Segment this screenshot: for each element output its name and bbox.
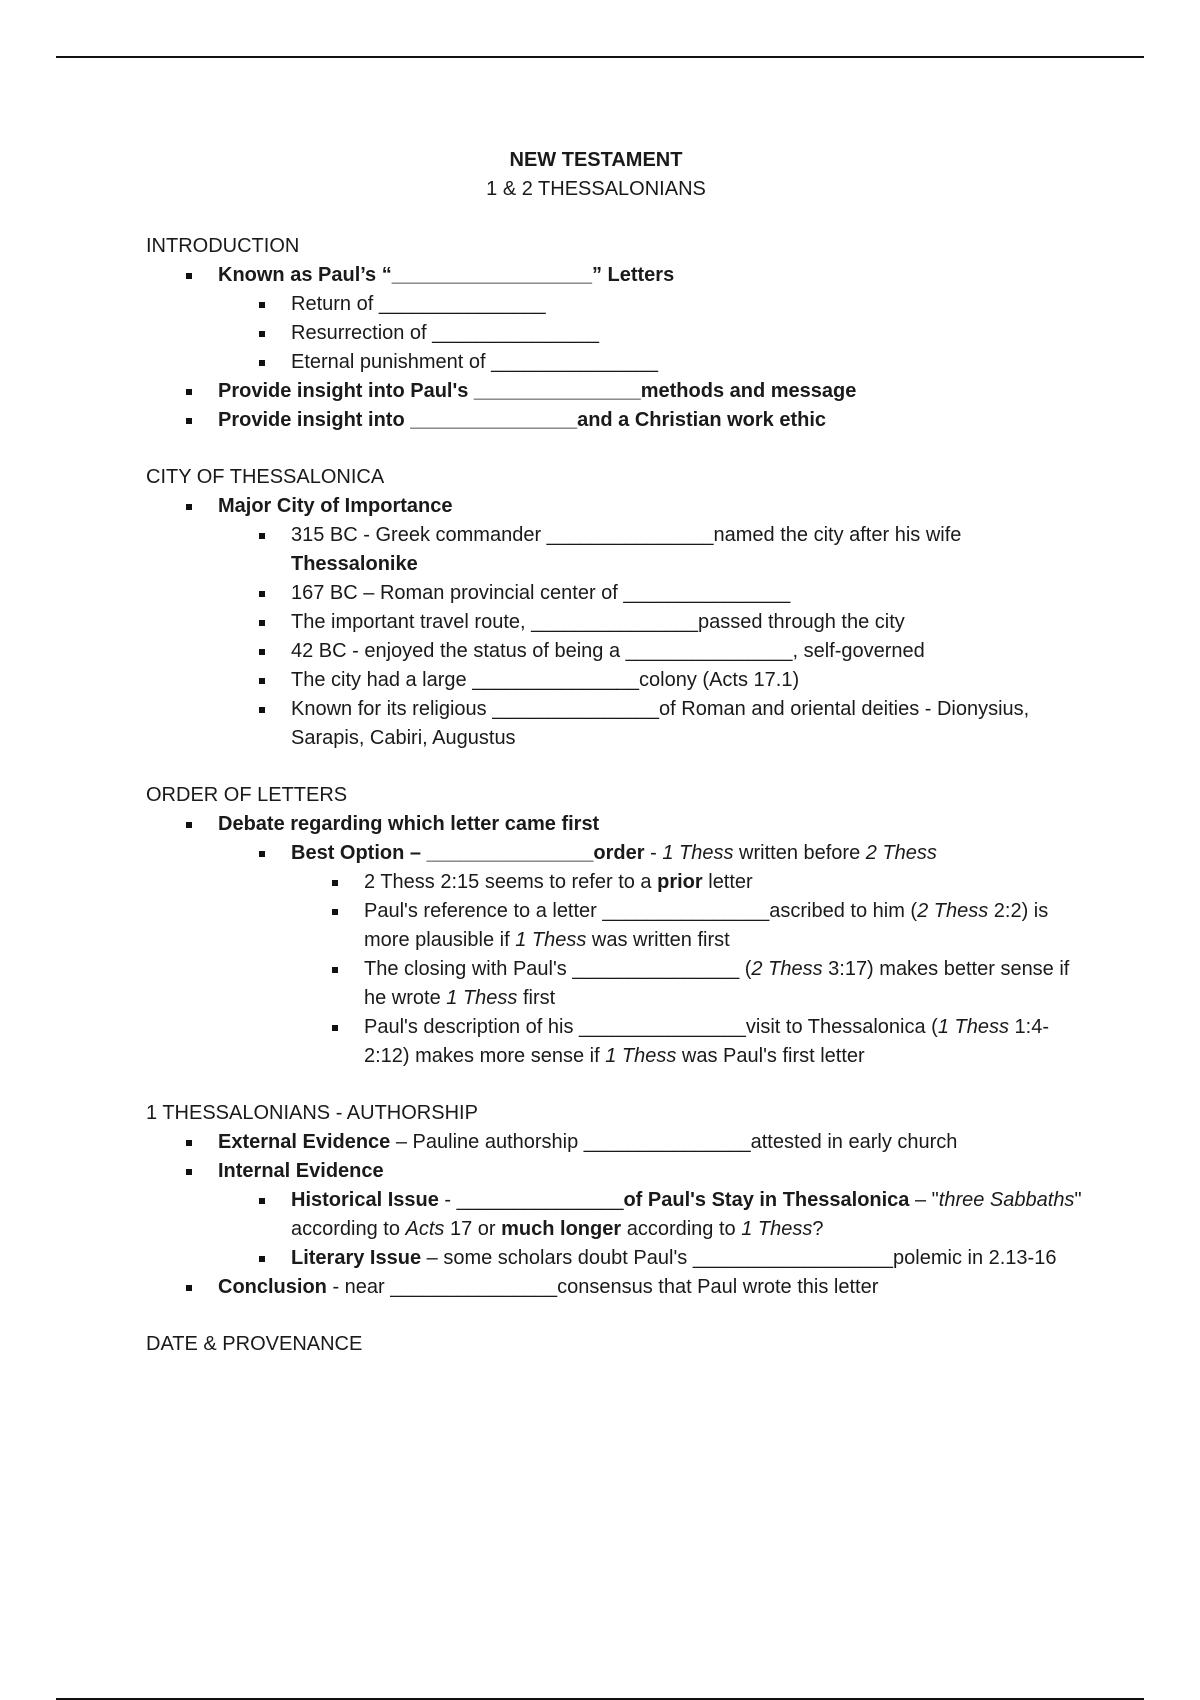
list-item xyxy=(146,521,1086,579)
item-text: The closing with Paul's _______________ ( xyxy=(364,958,752,980)
item-text: Debate regarding which letter came first xyxy=(218,813,600,835)
section-order xyxy=(146,781,1086,1071)
item-text: " according to xyxy=(291,1189,1082,1240)
item-text: – " xyxy=(909,1189,939,1211)
bullet-icon xyxy=(259,1256,265,1262)
item-text-bold: Literary Issue xyxy=(291,1247,422,1269)
list-item xyxy=(146,637,1086,666)
item-text-italic: 1 Thess xyxy=(662,842,734,864)
item-text-bold: prior xyxy=(657,871,703,893)
item-text-bold: Best Option – _______________order xyxy=(291,842,645,864)
bullet-icon xyxy=(332,967,338,973)
item-text: first xyxy=(517,987,556,1009)
item-text: 315 BC - Greek commander _______________named the city after his wife xyxy=(291,524,962,546)
item-text: - _______________ xyxy=(438,1189,624,1211)
item-text: 3:17) makes better sense if he wrote xyxy=(364,958,1070,1009)
item-text: according to xyxy=(621,1218,742,1240)
bullet-icon xyxy=(259,649,265,655)
list-item xyxy=(146,1273,1086,1302)
list-item xyxy=(146,377,1086,406)
item-text: The important travel route, _______________passed through the city xyxy=(291,611,905,633)
list-item xyxy=(146,666,1086,695)
item-text-italic: 2 Thess xyxy=(751,958,823,980)
item-text-italic: 2 Thess xyxy=(865,842,937,864)
item-text-italic: three Sabbaths xyxy=(938,1189,1075,1211)
bullet-icon xyxy=(186,1285,192,1291)
top-rule xyxy=(56,56,1144,58)
item-text: Major City of Importance xyxy=(218,495,453,517)
item-text-italic: 1 Thess xyxy=(741,1218,813,1240)
list-item xyxy=(146,695,1086,753)
bullet-icon xyxy=(186,822,192,828)
item-text: Internal Evidence xyxy=(218,1160,384,1182)
list-item xyxy=(146,839,1086,868)
item-text: 2 Thess 2:15 seems to refer to a xyxy=(364,871,658,893)
item-text: 2:2) is more plausible if xyxy=(364,900,1049,951)
section-heading-date: DATE & PROVENANCE xyxy=(146,1333,363,1355)
item-text: was Paul's first letter xyxy=(676,1045,865,1067)
bullet-icon xyxy=(259,1198,265,1204)
bullet-icon xyxy=(332,1025,338,1031)
list-item xyxy=(146,1157,1086,1186)
bullet-icon xyxy=(186,389,192,395)
list-item xyxy=(146,290,1086,319)
item-text: - near _______________consensus that Paul wrote this letter xyxy=(326,1276,879,1298)
item-text: Paul's description of his _______________visit to Thessalonica ( xyxy=(364,1016,938,1038)
bullet-icon xyxy=(259,678,265,684)
item-text: 42 BC - enjoyed the status of being a _______________, self-governed xyxy=(291,640,925,662)
item-text: Known as Paul’s “__________________” Letters xyxy=(218,264,675,286)
list-item xyxy=(146,1244,1086,1273)
item-text: letter xyxy=(702,871,753,893)
item-text-italic: 1 Thess xyxy=(515,929,587,951)
section-city xyxy=(146,463,1086,753)
list-item xyxy=(146,261,1086,290)
item-text: 167 BC – Roman provincial center of _______________ xyxy=(291,582,791,604)
page-subtitle: 1 & 2 THESSALONIANS xyxy=(486,178,706,200)
section-authorship xyxy=(146,1099,1086,1302)
list-item xyxy=(146,1128,1086,1157)
item-text: written before xyxy=(733,842,866,864)
item-text-bold: External Evidence xyxy=(218,1131,391,1153)
list-item xyxy=(146,1186,1086,1244)
document-body xyxy=(146,146,1086,1359)
bullet-icon xyxy=(332,880,338,886)
bullet-icon xyxy=(259,533,265,539)
list-item xyxy=(146,492,1086,521)
item-text: ? xyxy=(812,1218,824,1240)
item-text: The city had a large _______________colony (Acts 17.1) xyxy=(291,669,800,691)
authorship-list xyxy=(146,1128,1086,1302)
item-text: Provide insight into _______________and a Christian work ethic xyxy=(218,409,827,431)
item-text: Paul's reference to a letter _______________ascribed to him ( xyxy=(364,900,918,922)
item-text: – Pauline authorship _______________attested in early church xyxy=(390,1131,958,1153)
list-item xyxy=(146,319,1086,348)
item-text: Resurrection of _______________ xyxy=(291,322,600,344)
bullet-icon xyxy=(259,851,265,857)
list-item xyxy=(146,1013,1086,1071)
section-heading-authorship: 1 THESSALONIANS - AUTHORSHIP xyxy=(146,1102,478,1124)
list-item xyxy=(146,348,1086,377)
item-text-italic: 1 Thess xyxy=(937,1016,1009,1038)
section-heading-introduction: INTRODUCTION xyxy=(146,235,300,257)
bullet-icon xyxy=(186,1140,192,1146)
bullet-icon xyxy=(186,504,192,510)
item-text: – some scholars doubt Paul's __________________polemic in 2.13-16 xyxy=(421,1247,1057,1269)
section-heading-order: ORDER OF LETTERS xyxy=(146,784,348,806)
section-introduction xyxy=(146,232,1086,435)
order-list xyxy=(146,810,1086,1071)
item-text: Eternal punishment of _______________ xyxy=(291,351,658,373)
item-text: Return of _______________ xyxy=(291,293,546,315)
item-text: Known for its religious _______________of Roman and oriental deities - Dionysius, Sarapis, Cabiri, Augustus xyxy=(291,698,1030,749)
list-item xyxy=(146,955,1086,1013)
bullet-icon xyxy=(259,591,265,597)
list-item xyxy=(146,810,1086,839)
bullet-icon xyxy=(259,302,265,308)
bullet-icon xyxy=(186,273,192,279)
section-date xyxy=(146,1330,1086,1359)
item-text: 1:4-2:12) makes more sense if xyxy=(364,1016,1050,1067)
item-text-italic: Acts xyxy=(405,1218,445,1240)
bullet-icon xyxy=(186,1169,192,1175)
item-text: 17 or xyxy=(444,1218,502,1240)
list-item xyxy=(146,868,1086,897)
bullet-icon xyxy=(259,331,265,337)
bullet-icon xyxy=(259,707,265,713)
bullet-icon xyxy=(186,418,192,424)
bullet-icon xyxy=(259,360,265,366)
list-item xyxy=(146,406,1086,435)
city-list xyxy=(146,492,1086,753)
list-item xyxy=(146,579,1086,608)
item-text-italic: 2 Thess xyxy=(917,900,989,922)
item-text: was written first xyxy=(586,929,730,951)
item-text-bold: of Paul's Stay in Thessalonica xyxy=(623,1189,910,1211)
item-text-bold: Historical Issue xyxy=(291,1189,439,1211)
item-text-bold: Thessalonike xyxy=(291,553,418,575)
bullet-icon xyxy=(332,909,338,915)
item-text-italic: 1 Thess xyxy=(446,987,518,1009)
item-text: Provide insight into Paul's _______________methods and message xyxy=(218,380,857,402)
intro-list xyxy=(146,261,1086,435)
item-text-bold: Conclusion xyxy=(218,1276,327,1298)
item-text: - xyxy=(644,842,663,864)
item-text-italic: 1 Thess xyxy=(605,1045,677,1067)
list-item xyxy=(146,608,1086,637)
bullet-icon xyxy=(259,620,265,626)
list-item xyxy=(146,897,1086,955)
section-heading-city: CITY OF THESSALONICA xyxy=(146,466,385,488)
item-text-bold: much longer xyxy=(501,1218,622,1240)
page-title: NEW TESTAMENT xyxy=(509,149,683,171)
